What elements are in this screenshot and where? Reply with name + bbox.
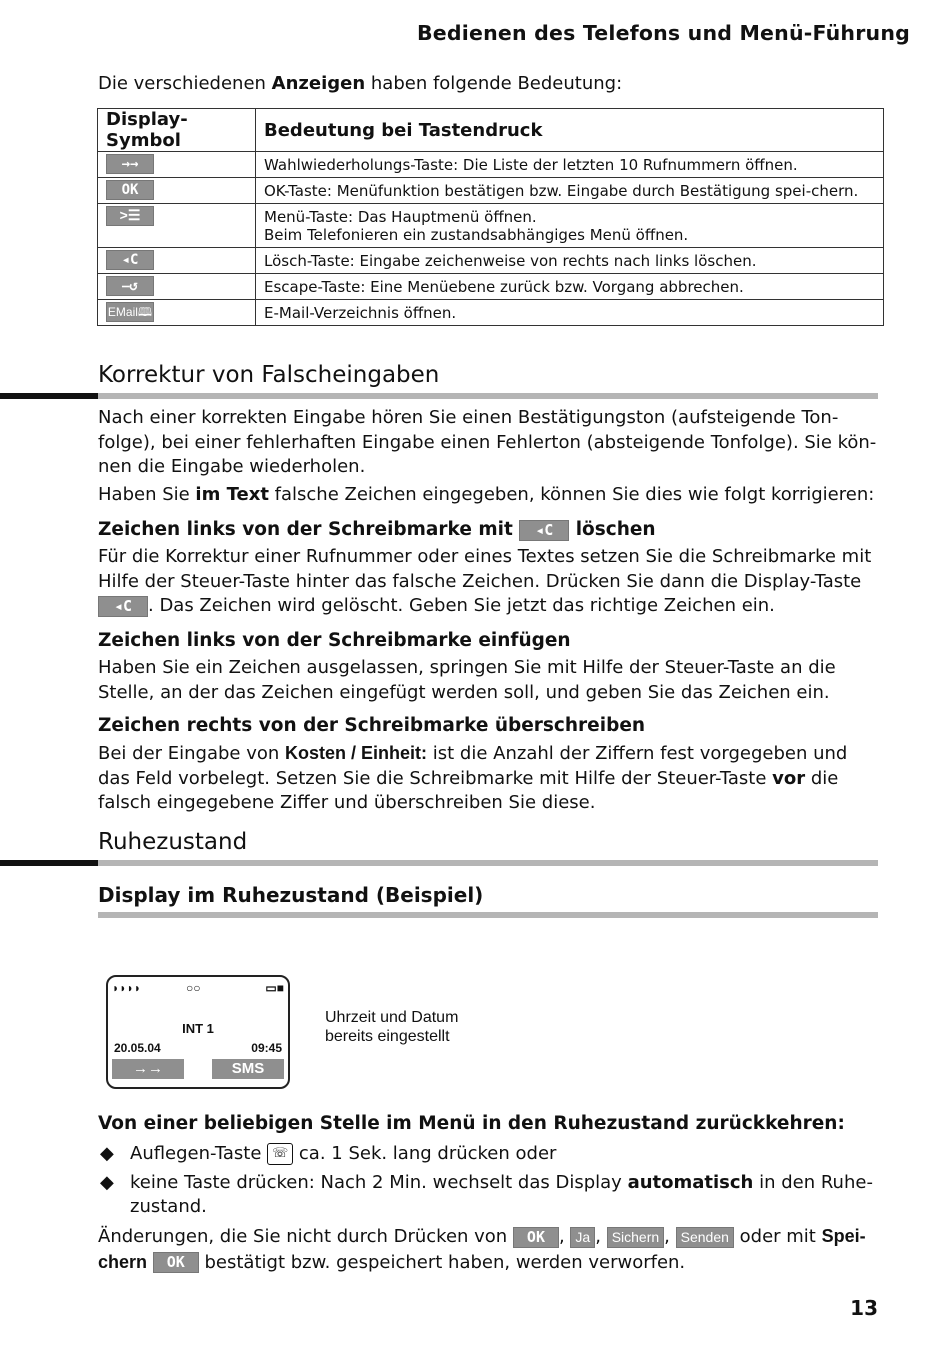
table-header-row — [98, 109, 884, 152]
battery-icon: ▭■ — [265, 981, 284, 995]
menu-key-icon: ˃☰ — [106, 206, 154, 226]
phone-display-illustration — [106, 975, 290, 1089]
ja-key-icon: Ja — [570, 1227, 595, 1248]
return-list — [98, 1142, 883, 1224]
table-row — [98, 248, 884, 274]
table-row — [98, 300, 884, 326]
table-cell: Wahlwiederholungs-Taste: Die Liste der letzten 10 Rufnummern öffnen. — [256, 152, 884, 178]
sichern-key-icon: Sichern — [607, 1227, 664, 1248]
table-row — [98, 152, 884, 178]
soft-key-redial: →→ — [112, 1059, 184, 1079]
return-heading: Von einer beliebigen Stelle im Menü in den Ruhezustand zurückkehren: — [98, 1113, 845, 1134]
soft-key-sms: SMS — [212, 1059, 284, 1079]
ok-key-icon: OK — [153, 1252, 199, 1273]
section-title-ruhezustand: Ruhezustand — [98, 829, 248, 855]
display-time: 09:45 — [251, 1041, 282, 1055]
list-item: ◆ Auflegen-Taste ☏ ca. 1 Sek. lang drücken oder — [98, 1142, 883, 1167]
display-caption: Uhrzeit und Datum bereits eingestellt — [325, 1009, 459, 1045]
voicemail-icon: ○○ — [186, 981, 201, 995]
table-cell: Lösch-Taste: Eingabe zeichenweise von rechts nach links löschen. — [256, 248, 884, 274]
table-cell: OK-Taste: Menüfunktion bestätigen bzw. Eingabe durch Bestätigung spei-chern. — [256, 178, 884, 204]
korrektur-paragraph-2: Haben Sie im Text falsche Zeichen eingegeben, können Sie dies wie folgt korrigieren: — [98, 484, 875, 505]
subsection-title-display: Display im Ruhezustand (Beispiel) — [98, 883, 484, 907]
redial-key-icon: →→ — [106, 154, 154, 174]
subheading-insert: Zeichen links von der Schreibmarke einfügen — [98, 630, 571, 651]
internal-number: INT 1 — [182, 1021, 214, 1036]
ok-key-icon: OK — [106, 180, 154, 200]
overwrite-paragraph: Bei der Eingabe von Kosten / Einheit: ist die Anzahl der Ziffern fest vorgegeben und das Feld vorbelegt. Setzen Sie die Schreibmarke mit Hilfe der Steuer-Taste vor die falsch eingegebene Ziffer und überschreiben Sie diese. — [98, 743, 848, 813]
senden-key-icon: Senden — [676, 1227, 734, 1248]
hang-up-key-icon: ☏ — [267, 1143, 293, 1165]
ok-key-icon: OK — [513, 1227, 559, 1248]
delete-key-icon: ◂C — [98, 596, 148, 617]
table-cell: Menü-Taste: Das Hauptmenü öffnen. Beim Telefonieren ein zustandsabhängiges Menü öffnen. — [256, 204, 884, 248]
korrektur-paragraph: Nach einer korrekten Eingabe hören Sie einen Bestätigungston (aufsteigende Ton-folge), bei einer fehlerhaften Eingabe einen Fehlerton (absteigende Tonfolge). Sie kön-nen die Eingabe wiederholen. — [98, 407, 877, 477]
table-cell: Escape-Taste: Eine Menüebene zurück bzw. Vorgang abbrechen. — [256, 274, 884, 300]
subheading-delete: Zeichen links von der Schreibmarke mit ◂C löschen — [98, 519, 656, 540]
escape-key-icon: ⎯↺ — [106, 276, 154, 296]
delete-key-icon: ◂C — [106, 250, 154, 270]
final-paragraph: Änderungen, die Sie nicht durch Drücken von OK , Ja , Sichern , Senden oder mit Spei-chern OK bestätigt bzw. gespeichert haben, werden verworfen. — [98, 1226, 866, 1273]
table-header-symbol: Display-Symbol — [98, 109, 256, 152]
symbol-table — [97, 108, 884, 326]
page-header-title: Bedienen des Telefons und Menü-Führung — [416, 21, 910, 45]
delete-paragraph: Für die Korrektur einer Rufnummer oder eines Textes setzen Sie die Schreibmarke mit Hilfe der Steuer-Taste hinter das falsche Zeichen. Drücken Sie dann die Display-Taste ◂C . Das Zeichen wird gelöscht. Geben Sie jetzt das richtige Zeichen ein. — [98, 546, 872, 616]
delete-key-icon: ◂C — [519, 520, 569, 541]
display-date: 20.05.04 — [114, 1041, 161, 1055]
section-divider — [98, 860, 878, 866]
signal-icon: ◗◗◗◗ — [112, 981, 141, 995]
section-bar-marker — [0, 393, 98, 399]
page-number: 13 — [850, 1296, 878, 1320]
section-title-korrektur: Korrektur von Falscheingaben — [98, 362, 440, 388]
subsection-divider — [98, 912, 878, 918]
section-bar-marker — [0, 860, 98, 866]
intro-text: Die verschiedenen Anzeigen haben folgende Bedeutung: — [98, 73, 623, 94]
email-key-icon: EMail🕮 — [106, 302, 154, 322]
diamond-bullet-icon: ◆ — [100, 1143, 114, 1164]
list-item: ◆ keine Taste drücken: Nach 2 Min. wechselt das Display automatisch in den Ruhe-zustand. — [100, 1171, 873, 1217]
table-row — [98, 204, 884, 248]
table-row — [98, 178, 884, 204]
subheading-overwrite: Zeichen rechts von der Schreibmarke überschreiben — [98, 715, 646, 736]
diamond-bullet-icon: ◆ — [100, 1171, 114, 1193]
table-row — [98, 274, 884, 300]
table-header-meaning: Bedeutung bei Tastendruck — [256, 109, 884, 152]
section-divider — [98, 393, 878, 399]
insert-paragraph: Haben Sie ein Zeichen ausgelassen, springen Sie mit Hilfe der Steuer-Taste an die Stelle, an der das Zeichen eingefügt werden soll, und geben Sie das Zeichen ein. — [98, 657, 836, 703]
table-cell: E-Mail-Verzeichnis öffnen. — [256, 300, 884, 326]
